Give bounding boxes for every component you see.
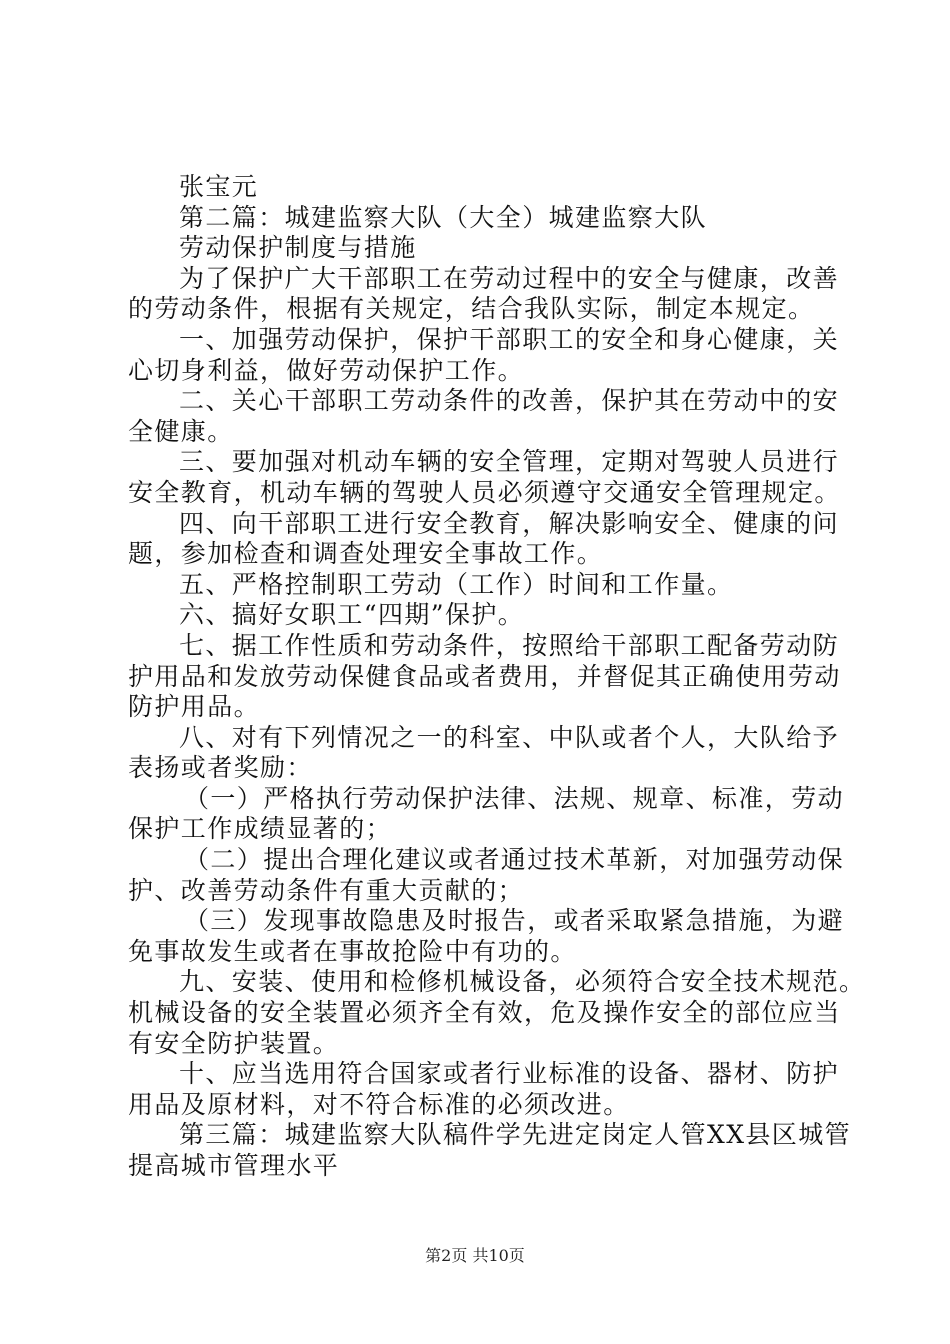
page-indicator: 第2页 共10页 [425, 1246, 525, 1265]
text-line: 题，参加检查和调查处理安全事故工作。 [128, 539, 604, 569]
text-line: 十、应当选用符合国家或者行业标准的设备、器材、防护 [179, 1059, 840, 1089]
text-line: 护、改善劳动条件有重大贡献的； [128, 875, 525, 905]
text-line: 劳动保护制度与措施 [179, 233, 417, 263]
text-line: 全健康。 [128, 416, 234, 446]
text-line: 心切身利益，做好劳动保护工作。 [128, 355, 525, 385]
text-line: 第二篇：城建监察大队（大全）城建监察大队 [179, 202, 708, 232]
document-text [128, 172, 866, 1182]
text-line: 护用品和发放劳动保健食品或者费用，并督促其正确使用劳动 [128, 661, 841, 691]
text-line: 三、要加强对机动车辆的安全管理，定期对驾驶人员进行 [179, 447, 840, 477]
text-line: 有安全防护装置。 [128, 1028, 340, 1058]
text-line: （一）严格执行劳动保护法律、法规、规章、标准，劳动 [184, 783, 845, 813]
text-line: 一、加强劳动保护，保护干部职工的安全和身心健康，关 [179, 324, 840, 354]
text-line: 安全教育，机动车辆的驾驶人员必须遵守交通安全管理规定。 [128, 477, 841, 507]
text-line: 防护用品。 [128, 692, 261, 722]
text-line: 提高城市管理水平 [128, 1151, 340, 1180]
text-line: 为了保护广大干部职工在劳动过程中的安全与健康，改善 [179, 263, 840, 293]
text-line: 八、对有下列情况之一的科室、中队或者个人，大队给予 [179, 722, 840, 752]
text-line: 五、严格控制职工劳动（工作）时间和工作量。 [179, 569, 734, 599]
document-body [128, 172, 866, 1182]
text-line: 机械设备的安全装置必须齐全有效，危及操作安全的部位应当 [128, 998, 841, 1028]
page-footer [0, 1243, 950, 1266]
text-line: 的劳动条件，根据有关规定，结合我队实际，制定本规定。 [128, 294, 815, 324]
text-line: 保护工作成绩显著的； [128, 814, 393, 844]
text-line: 表扬或者奖励： [128, 753, 313, 783]
text-line: （三）发现事故隐患及时报告，或者采取紧急措施，为避 [184, 906, 845, 936]
text-line: 九、安装、使用和检修机械设备，必须符合安全技术规范。 [179, 967, 866, 997]
text-line: 二、关心干部职工劳动条件的改善，保护其在劳动中的安 [179, 386, 840, 416]
text-line: 用品及原材料，对不符合标准的必须改进。 [128, 1089, 630, 1119]
text-line: 四、向干部职工进行安全教育，解决影响安全、健康的问 [179, 508, 840, 538]
text-line: 免事故发生或者在事故抢险中有功的。 [128, 936, 577, 966]
text-line: 张宝元 [179, 172, 259, 201]
text-line: 六、搞好女职工“四期”保护。 [179, 600, 525, 630]
text-line: 七、据工作性质和劳动条件，按照给干部职工配备劳动防 [179, 630, 840, 660]
text-line: 第三篇：城建监察大队稿件学先进定岗定人管XX县区城管 [179, 1120, 851, 1150]
text-line: （二）提出合理化建议或者通过技术革新，对加强劳动保 [184, 845, 845, 875]
